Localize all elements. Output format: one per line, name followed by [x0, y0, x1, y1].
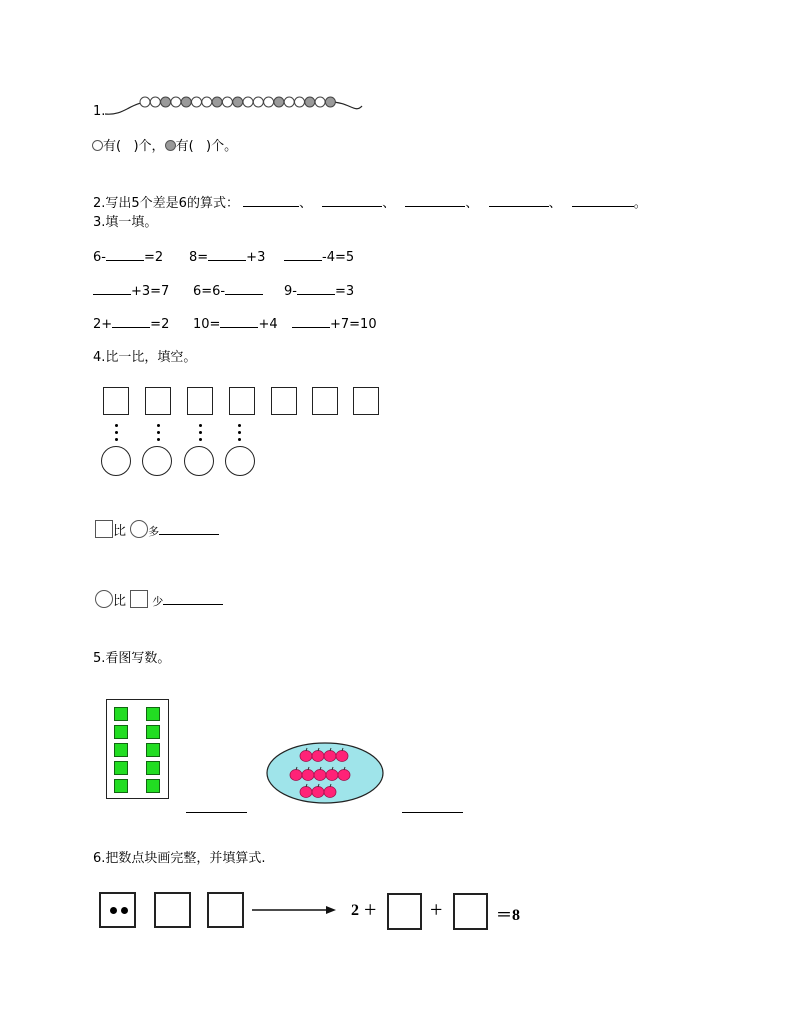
circle-shape: [225, 446, 255, 476]
white-bead: [243, 97, 253, 107]
q3-item: 2+ =2: [93, 317, 170, 332]
q4-label: 4.比一比，填空。: [93, 350, 197, 365]
answer-blank[interactable]: [106, 260, 144, 261]
white-bead: [140, 97, 150, 107]
q4-compare-line1: 比 多: [95, 520, 219, 540]
square-shape: [312, 387, 338, 415]
white-bead: [171, 97, 181, 107]
plus-sign: +: [364, 897, 377, 922]
gray-bead: [212, 97, 222, 107]
dot-block-empty[interactable]: [207, 892, 244, 928]
answer-blank[interactable]: [220, 327, 258, 328]
q4-compare-line2: 比 少: [95, 590, 223, 610]
circle-shape: [142, 446, 172, 476]
q3-item: 6- =2: [93, 250, 164, 265]
gray-bead: [274, 97, 284, 107]
circle-icon: [95, 590, 113, 608]
green-square: [146, 725, 160, 739]
q6-label: 6.把数点块画完整，并填算式.: [93, 851, 266, 866]
white-bead: [222, 97, 232, 107]
equation-answer-box[interactable]: [387, 893, 422, 930]
green-square: [114, 707, 128, 721]
answer-blank[interactable]: [225, 294, 263, 295]
answer-blank[interactable]: [186, 812, 247, 813]
answer-blank[interactable]: [405, 206, 465, 207]
gray-bead: [181, 97, 191, 107]
answer-blank[interactable]: [243, 206, 299, 207]
white-bead: [295, 97, 305, 107]
white-bead: [315, 97, 325, 107]
square-shape: [103, 387, 129, 415]
circle-icon: [130, 520, 148, 538]
q3-item: 9- =3: [284, 284, 355, 299]
equation-start: 2: [351, 902, 359, 919]
equation-end: ＝8: [496, 907, 521, 924]
answer-blank[interactable]: [208, 260, 246, 261]
q3-item: 10= +4: [193, 317, 278, 332]
white-bead: [264, 97, 274, 107]
square-icon: [95, 520, 113, 538]
gray-bead: [325, 97, 335, 107]
q1-number: 1.: [93, 104, 106, 119]
green-square: [114, 743, 128, 757]
white-bead: [253, 97, 263, 107]
answer-blank[interactable]: [402, 812, 463, 813]
square-shape: [229, 387, 255, 415]
dot: [121, 907, 128, 914]
q3-item: +3=7: [93, 284, 169, 300]
answer-blank[interactable]: [284, 260, 322, 261]
answer-blank[interactable]: [322, 206, 382, 207]
green-square: [114, 761, 128, 775]
dotted-connector: [115, 424, 118, 442]
green-square: [146, 779, 160, 793]
gray-bead: [233, 97, 243, 107]
square-shape: [145, 387, 171, 415]
green-square: [146, 761, 160, 775]
q5-label: 5.看图写数。: [93, 651, 171, 666]
answer-blank[interactable]: [163, 604, 223, 605]
square-shape: [187, 387, 213, 415]
white-bead-icon: [92, 140, 103, 151]
square-icon: [130, 590, 148, 608]
answer-blank[interactable]: [297, 294, 335, 295]
green-block-card: [106, 699, 169, 799]
dotted-connector: [199, 424, 202, 442]
answer-blank[interactable]: [292, 327, 330, 328]
green-square: [146, 743, 160, 757]
q3-item: 6=6-: [193, 284, 263, 300]
answer-blank[interactable]: [159, 534, 219, 535]
answer-blank[interactable]: [489, 206, 549, 207]
white-bead: [202, 97, 212, 107]
q2-line: 2.写出5个差是6的算式： 、 、 、 、 。: [93, 196, 647, 211]
circle-shape: [101, 446, 131, 476]
square-shape: [353, 387, 379, 415]
green-square: [114, 725, 128, 739]
green-square: [114, 779, 128, 793]
dot: [110, 907, 117, 914]
white-bead: [150, 97, 160, 107]
answer-blank[interactable]: [93, 294, 131, 295]
gray-bead: [161, 97, 171, 107]
gray-bead: [305, 97, 315, 107]
q3-label: 3.填一填。: [93, 215, 158, 230]
gray-bead-icon: [165, 140, 176, 151]
q3-item: 8= +3: [189, 250, 266, 265]
square-shape: [271, 387, 297, 415]
answer-blank[interactable]: [572, 206, 634, 207]
equation-answer-box[interactable]: [453, 893, 488, 930]
plus-sign: +: [430, 897, 443, 922]
q1-text: 有( )个， 有( )个。: [92, 139, 237, 155]
green-square: [146, 707, 160, 721]
dotted-connector: [157, 424, 160, 442]
circle-shape: [184, 446, 214, 476]
dotted-connector: [238, 424, 241, 442]
answer-blank[interactable]: [112, 327, 150, 328]
apple-plate: [264, 740, 386, 806]
arrow-right-icon: [252, 904, 336, 916]
white-bead: [192, 97, 202, 107]
dot-block-filled: [99, 892, 136, 928]
white-bead: [284, 97, 294, 107]
dot-block-empty[interactable]: [154, 892, 191, 928]
bead-string: [100, 86, 370, 122]
q3-item: -4=5: [284, 250, 354, 266]
q3-item: +7=10: [292, 317, 377, 333]
